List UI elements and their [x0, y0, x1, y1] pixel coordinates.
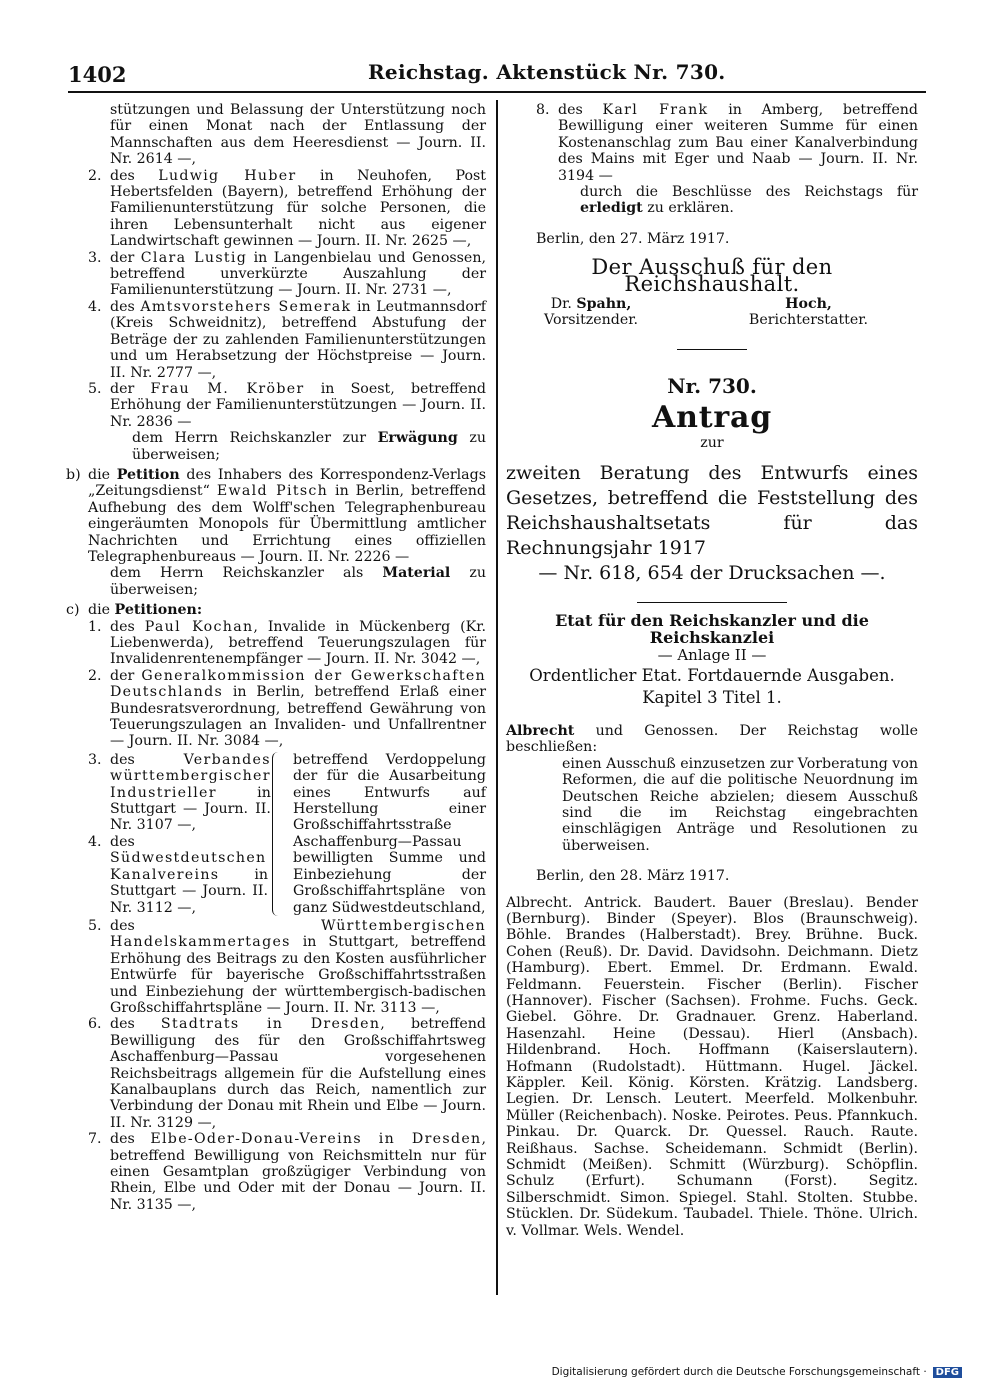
petitioner-name: Verbandes württembergischer Industrieller [110, 751, 271, 801]
section-label: c) [66, 602, 80, 619]
running-head: Reichstag. Aktenstück Nr. 730. [368, 60, 726, 84]
section-c [66, 602, 486, 618]
item-text: des [110, 1131, 151, 1148]
item-number: 3. [88, 751, 102, 768]
section-text: des Inhabers des Korrespondenz-Verlags „Zeitungsdienst“ [88, 466, 486, 500]
petitioner-name: Elbe-Oder-Donau-Vereins in Dresden [150, 1131, 482, 1148]
item-number: 1. [88, 618, 102, 635]
petitioner-name: Ludwig Huber [158, 167, 297, 184]
item-text: in Berlin, betreffend Erlaß einer Bundesratsverordnung, betreffend Gewährung von Teuerungszulagen an Invaliden- und Unfallrentner — Journ. II. Nr. 3084 —, [110, 684, 486, 750]
resolution-erwaegung [132, 430, 486, 463]
item-text: , betreffend Bewilligung von Reichsmitteln nur für einen Gesamtplan großzügiger Verbindung von Rhein, Elbe und Oder mit der Donau — Journ. II. Nr. 3135 —, [110, 1131, 486, 1213]
item-text: des [110, 167, 159, 184]
item-text: in Leutmannsdorf (Kreis Schweidnitz), betreffend Abstufung der Beträge der zu zahlenden Familienunterstützungen und um Herabsetzung der Höchstpreise — Journ. II. Nr. 2777 —, [110, 298, 486, 381]
date-line: Berlin, den 27. März 1917. [536, 230, 730, 247]
item-number: 4. [88, 833, 102, 850]
item-text: in Stuttgart — Journ. II. Nr. 3112 —, [110, 866, 268, 916]
list-item [88, 1131, 486, 1213]
item-number: 5. [88, 380, 102, 397]
header-rule [68, 91, 926, 93]
left-column [66, 102, 487, 1213]
item-text: in Stuttgart, betreffend Erhöhung des Beitrags zu den Kosten ausführlicher Entwürfe für bayerische Großschiffahrtsstraßen und Einbeziehung der württembergisch-badischen Großschiffahrtspläne — Journ. II. Nr. 3113 —, [110, 934, 486, 1016]
signer-name: Spahn, [576, 296, 632, 313]
document-number: Nr. 730. [667, 373, 757, 398]
item-text: in Amberg, betreffend Bewilligung einer weiteren Summe für einen Kostenanschlag zum Bau einer Kanalverbindung des Mains mit Eger und Naab — Journ. II. Nr. 3194 — [558, 102, 918, 184]
braced-group [88, 752, 486, 916]
list-item [88, 168, 486, 250]
resolution-keyword: Material [382, 565, 451, 582]
section-label: b) [66, 466, 81, 483]
footer [552, 1366, 962, 1378]
signer-rapporteur [749, 296, 868, 329]
resolution-text: zu überweisen; [132, 430, 487, 463]
item-number: 3. [88, 249, 102, 266]
petitioner-name: Paul Kochan [144, 618, 254, 635]
dfg-logo-icon: DFG [933, 1367, 962, 1378]
resolution-text: zu überweisen; [110, 565, 486, 598]
motion-intro [506, 723, 918, 756]
list-item [536, 102, 918, 184]
petitioner-name: Frau M. Kröber [150, 380, 305, 397]
item-text: in Neuhofen, Post Hebertsfelden (Bayern), betreffend Erhöhung der Familienunterstützung für solche Personen, die ihren Lebensunterhalt nicht aus eigener Landwirtschaft gewinnen — Journ. II. Nr. 2625 —, [110, 167, 486, 250]
item-text: der [110, 249, 141, 266]
signer-role: Vorsitzender. [544, 312, 639, 329]
list-item [88, 834, 268, 916]
signatory-list: Albrecht. Antrick. Baudert. Bauer (Breslau). Bender (Bernburg). Binder (Speyer). Blos (Braunschweig). Böhle. Brandes (Halberstadt). Brey. Brühne. Buck. Cohen (Reuß). Dr. David. Davidsohn. Deichmann. Dietz (Hamburg). Ebert. Emmel. Dr. Erdmann. Ewald. Feldmann. Feuerstein. Fischer (Berlin). Fischer (Hannover). Fischer (Sachsen). Frohme. Fuchs. Geck. Giebel. Göhre. Dr. Gradnauer. Grenz. Haberland. Hasenzahl. Heine (Dessau). Hierl (Ansbach). Hildenbrand. Hoch. Hoffmann (Kaiserslautern). Hofmann (Rudolstadt). Hüttmann. Hugel. Jäckel. Käppler. Keil. König. Körsten. Krätzig. Landsberg. Legien. Dr. Lensch. Leutert. Meerfeld. Molkenbuhr. Müller (Reichenbach). Noske. Peirotes. Peus. Pfannkuch. Pinkau. Dr. Quarck. Dr. Quessel. Rauch. Raute. Reißhaus. Sachse. Scheidemann. Schmidt (Berlin). Schmidt (Meißen). Schmitt (Würzburg). Schöpflin. Schulz (Erfurt). Schumann (Forst). Segitz. Silberschmidt. Simon. Spiegel. Stahl. Stolten. Stubbe. Stücklen. Dr. Südekum. Taubadel. Thiele. Thöne. Ulrich. v. Vollmar. Wels. Wendel. [506, 894, 918, 1239]
item-number: 5. [88, 917, 102, 934]
list-item [88, 250, 486, 299]
petitioner-name: Karl Frank [602, 102, 709, 118]
committee-name: Der Ausschuß für den Reichshaushalt. [591, 255, 833, 296]
item-text: des [110, 618, 145, 635]
resolution-text: zu erklären. [642, 200, 734, 217]
brace [272, 752, 287, 916]
list-item [88, 668, 486, 750]
budget-chapter: Kapitel 3 Titel 1. [642, 687, 782, 707]
signatories [506, 296, 918, 329]
title-connector: zur [700, 434, 724, 451]
item-text: in Soest, betreffend Erhöhung der Familienunterstützungen — Journ. II. Nr. 2836 — [110, 380, 486, 430]
budget-category: Ordentlicher Etat. Fortdauernde Ausgaben. [529, 665, 895, 685]
list-item [88, 918, 486, 1016]
item-text: , Invalide in Mückenberg (Kr. Liebenwerda), betreffend Teuerungszulagen für Invalidenrentenempfänger — Journ. II. Nr. 3042 —, [110, 618, 486, 668]
item-text: des [110, 298, 141, 315]
document-title: Antrag [652, 400, 772, 436]
signer-chair [544, 296, 638, 329]
item-text: des [110, 917, 321, 934]
signer-name: Dr. [550, 296, 577, 313]
petitioner-name: Generalkommission der Gewerkschaften Deutschlands [110, 667, 486, 701]
date-line: Berlin, den 28. März 1917. [536, 868, 730, 885]
item-text: in Stuttgart — Journ. II. Nr. 3107 —, [110, 784, 271, 834]
divider [677, 349, 747, 350]
motion-text: und Genossen. Der Reichstag wolle beschließen: [506, 722, 918, 756]
petitioner-name: Clara Lustig [140, 249, 248, 266]
resolution-material [110, 565, 486, 598]
section-text: die [88, 602, 115, 619]
item-number: 8. [536, 102, 550, 118]
list-item [88, 1016, 486, 1131]
petitioner-name: Südwestdeutschen Kanalvereins [110, 850, 267, 883]
page-number: 1402 [68, 62, 127, 87]
continued-paragraph: stützungen und Belassung der Unterstützung noch für einen Monat nach der Entlassung der Mannschaften aus dem Heeresdienst — Journ. II. Nr. 2614 —, [110, 102, 486, 168]
item-number: 2. [88, 167, 102, 184]
list-item [88, 751, 271, 834]
right-column [506, 102, 918, 1239]
petitioner-name: Württembergischen Handelskammertages [110, 917, 486, 951]
list-item [88, 619, 486, 668]
item-text: des [110, 751, 184, 768]
item-text: der [110, 667, 142, 684]
column-rule [496, 100, 498, 1295]
section-text: die [88, 466, 117, 483]
item-number: 6. [88, 1016, 102, 1033]
section-keyword: Petition [116, 466, 180, 483]
petitioner-name: Ewald Pitsch [216, 483, 329, 500]
petitioner-name: Amtsvorstehers Semerak [140, 298, 352, 315]
resolution-text: dem Herrn Reichskanzler als [110, 565, 383, 582]
petition-list-c [88, 619, 486, 1214]
petition-list-a [88, 168, 486, 431]
item-text: des [110, 833, 135, 850]
resolution-erledigt [580, 184, 918, 217]
section-keyword: Petitionen: [114, 602, 203, 619]
item-text: des [110, 1016, 161, 1033]
item-text: in Langenbielau und Genossen, betreffend unverkürzte Auszahlung der Familienunterstützung — Journ. II. Nr. 2731 —, [110, 249, 486, 299]
resolution-keyword: Erwägung [377, 430, 458, 447]
footer-text: Digitalisierung gefördert durch die Deutsche Forschungsgemeinschaft · [551, 1366, 927, 1378]
section-b [66, 467, 486, 565]
list-item [88, 299, 486, 381]
document-subject-reference: — Nr. 618, 654 der Drucksachen —. [538, 562, 886, 585]
group-subject: betreffend Verdoppelung der für die Ausarbeitung eines Entwurfs auf Herstellung einer Großschiffahrtsstraße Aschaffenburg—Passau bewilligten Summe und Einbeziehung der Großschiffahrtspläne von ganz Südwestdeutschland, [293, 751, 486, 916]
budget-heading: Etat für den Reichskanzler und die Reichskanzlei [555, 611, 869, 647]
motion-author: Albrecht [506, 722, 575, 739]
signer-role: Berichterstatter. [748, 312, 868, 329]
resolution-text: dem Herrn Reichskanzler zur [132, 430, 378, 447]
signer-name: Hoch, [785, 296, 832, 313]
item-text: des [558, 102, 603, 118]
item-text: der [110, 380, 151, 397]
section-text: in Berlin, betreffend Aufhebung des dem Wolff'schen Telegraphenbureau eingeräumten Monopols für Übermittlung amtlicher Nachrichten und Errichtung eines offiziellen Telegraphenbureaus — Journ. II. Nr. 2226 — [88, 483, 486, 565]
item-number: 4. [88, 298, 102, 315]
petitioner-name: Stadtrats in Dresden [160, 1016, 381, 1033]
budget-annex: — Anlage II — [657, 645, 767, 664]
motion-body: einen Ausschuß einzusetzen zur Vorberatung von Reformen, die auf die politische Neuordnung im Deutschen Reiche abzielen; diesem Ausschuß sind die im Reichstag eingebrachten einschlägigen Anträge und Resolutionen zu überweisen. [562, 755, 918, 854]
divider [637, 602, 787, 603]
list-item [88, 381, 486, 430]
resolution-text: durch die Beschlüsse des Reichstags für [580, 184, 918, 201]
item-number: 2. [88, 667, 102, 684]
item-text: , betreffend Bewilligung des für den Großschiffahrtsweg Aschaffenburg—Passau vorgesehenen Reichsbeitrags allgemein für die Aufstellung eines Kanalbauplans durch das Reich, namentlich zur Verbindung der Donau mit Rhein und Elbe — Journ. II. Nr. 3129 —, [110, 1016, 486, 1131]
resolution-keyword: erledigt [580, 200, 643, 217]
item-number: 7. [88, 1131, 102, 1148]
document-subject: zweiten Beratung des Entwurfs eines Gesetzes, betreffend die Feststellung des Reichshaushaltsetats für das Rechnungsjahr 1917 [506, 462, 918, 560]
